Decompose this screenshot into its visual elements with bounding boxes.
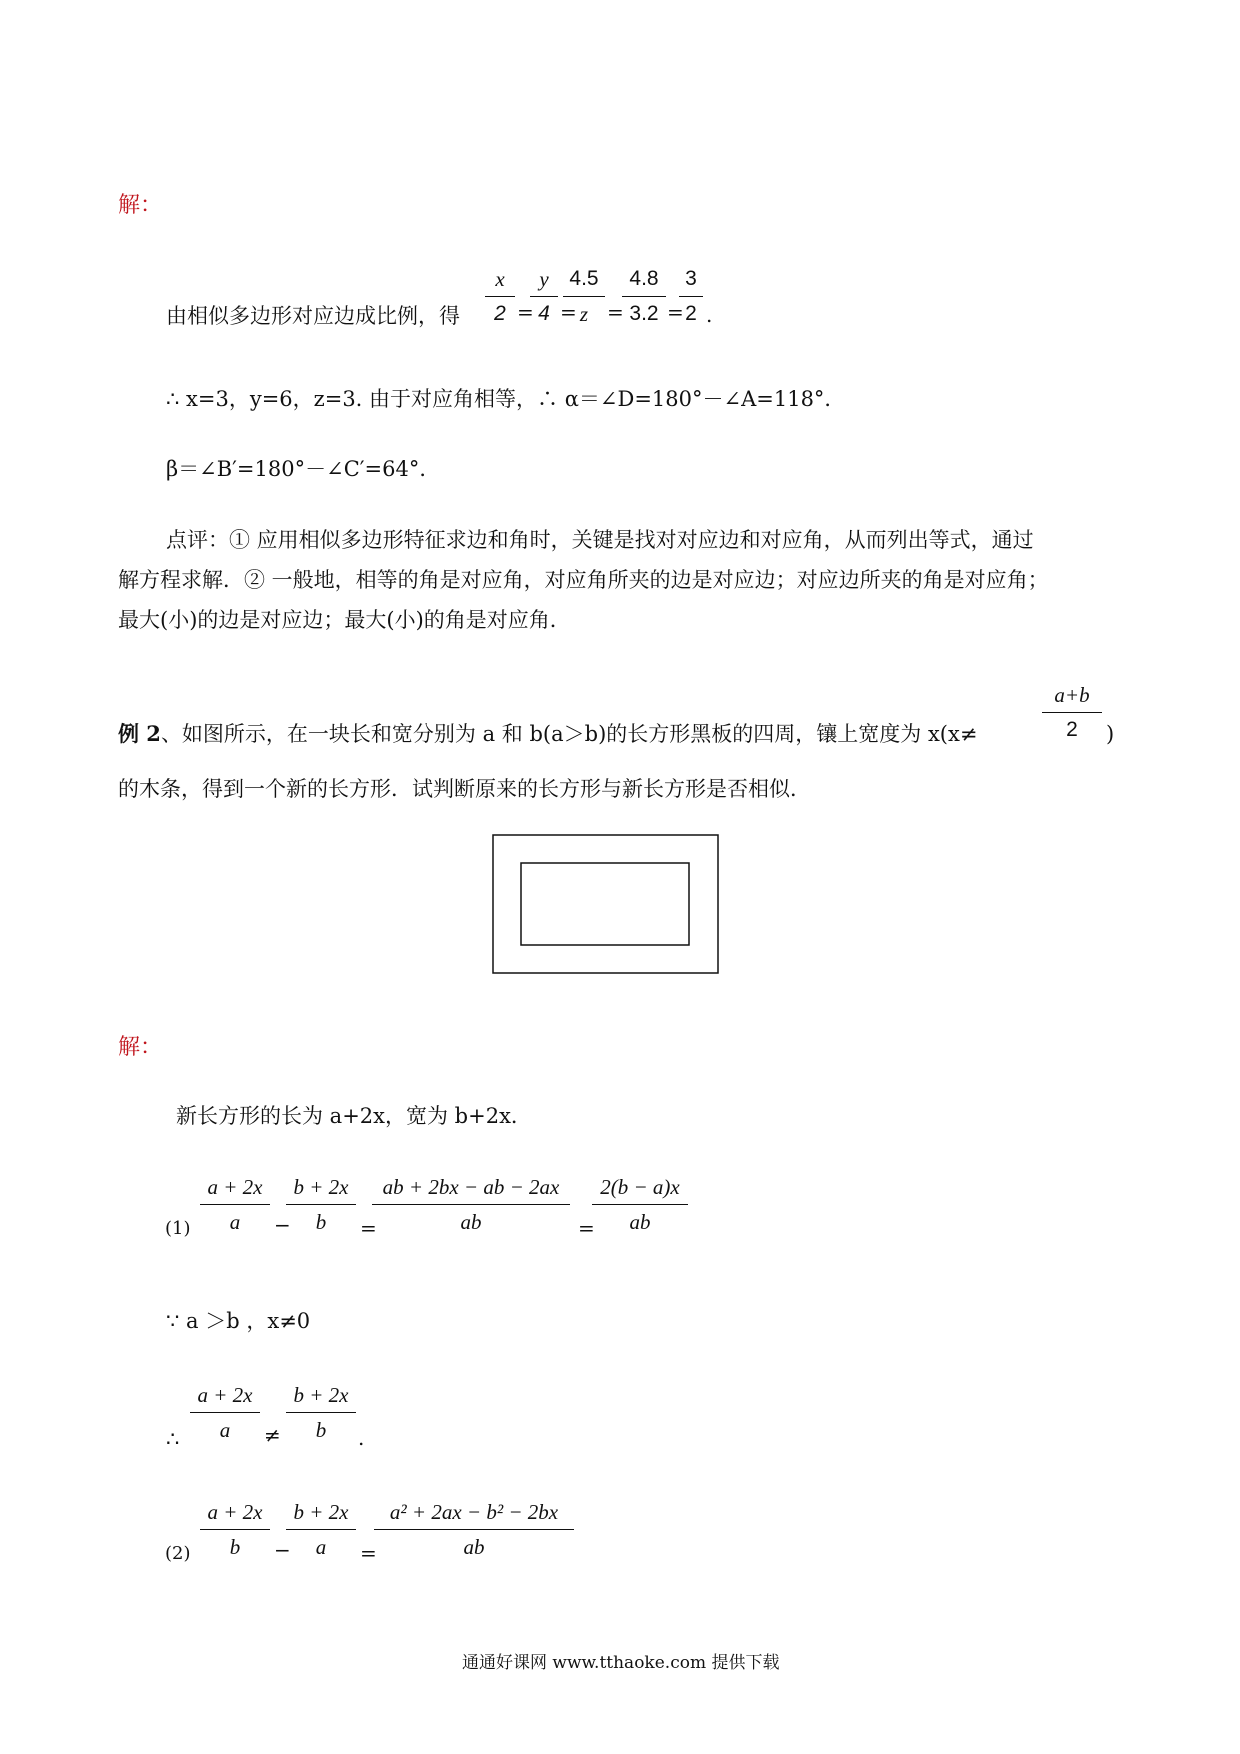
solution-label: 解：: [118, 1035, 163, 1060]
fraction-b-plus-2x-over-a: b + 2x a: [286, 1497, 356, 1562]
part-2-label: (2): [165, 1543, 191, 1564]
because-line: ∵ a ＞b ，x≠0: [166, 1309, 311, 1333]
comment-line-2: 解方程求解．② 一般地，相等的角是对应角，对应角所夹的边是对应边；对应边所夹的角是对应角；: [118, 568, 1049, 592]
fraction-b-plus-2x-over-b: b + 2x b: [286, 1172, 356, 1237]
rectangle-diagram: [492, 834, 720, 976]
proportion-intro: 由相似多边形对应边成比例，得: [166, 304, 460, 328]
fraction-a-plus-2x-over-a: a + 2x a: [190, 1380, 260, 1445]
example-2-line-1: [118, 720, 977, 748]
not-equal-sign: ≠: [264, 1423, 281, 1447]
closing-paren: ): [1106, 722, 1115, 746]
new-rectangle-dimensions: 新长方形的长为 a+2x，宽为 b+2x．: [176, 1104, 532, 1128]
fraction-squared-difference: a² + 2ax − b² − 2bx ab: [374, 1497, 574, 1562]
equals-sign: =: [560, 300, 577, 324]
fraction-a-plus-b-over-2: a+b 2: [1042, 680, 1102, 745]
therefore-symbol: ∴: [166, 1427, 180, 1451]
example-2-line-2: 的木条，得到一个新的长方形．试判断原来的长方形与新长方形是否相似．: [118, 777, 811, 801]
solution-values-line: ∴ x=3，y=6，z=3. 由于对应角相等，∴ α＝∠D=180°－∠A=118°．: [166, 387, 846, 411]
fraction-a-plus-2x-over-b: a + 2x b: [200, 1497, 270, 1562]
equals-sign: =: [360, 1541, 377, 1565]
comment-line-3: 最大(小)的边是对应边；最大(小)的角是对应角．: [118, 608, 571, 632]
equals-sign: =: [667, 300, 684, 324]
fraction-a-plus-2x-over-a: a + 2x a: [200, 1172, 270, 1237]
equals-sign: =: [607, 300, 624, 324]
example-2-text: 、如图所示，在一块长和宽分别为 a 和 b(a＞b)的长方形黑板的四周，镶上宽度为 x(x≠: [160, 722, 978, 746]
page-footer: 通通好课网 www.tthaoke.com 提供下载: [462, 1653, 780, 1673]
minus-sign: −: [274, 1538, 291, 1562]
period: .: [706, 303, 713, 327]
minus-sign: −: [274, 1213, 291, 1237]
part-1-label: (1): [165, 1218, 191, 1239]
equals-sign: =: [517, 300, 534, 324]
period: .: [358, 1426, 365, 1450]
fraction-expanded-difference: ab + 2bx − ab − 2ax ab: [372, 1172, 570, 1237]
beta-line: β＝∠B′=180°－∠C′=64°．: [166, 457, 441, 481]
example-2-label: 例 2: [118, 721, 161, 746]
solution-label: 解：: [118, 193, 163, 218]
inner-rectangle: [521, 863, 689, 945]
equals-sign: =: [360, 1216, 377, 1240]
fraction-y-over-4: y 4: [530, 264, 558, 329]
fraction-simplified-difference: 2(b − a)x ab: [592, 1172, 688, 1237]
equals-sign: =: [578, 1216, 595, 1240]
fraction-3-over-2: 3 2: [679, 264, 703, 329]
fraction-b-plus-2x-over-b: b + 2x b: [286, 1380, 356, 1445]
outer-rectangle: [493, 835, 718, 973]
comment-line-1: 点评：① 应用相似多边形特征求边和角时，关键是找对对应边和对应角，从而列出等式，通过: [166, 528, 1034, 552]
fraction-4.8-over-3.2: 4.8 3.2: [622, 264, 666, 329]
fraction-x-over-2: x 2: [485, 264, 515, 329]
fraction-4.5-over-z: 4.5 z: [563, 264, 605, 329]
